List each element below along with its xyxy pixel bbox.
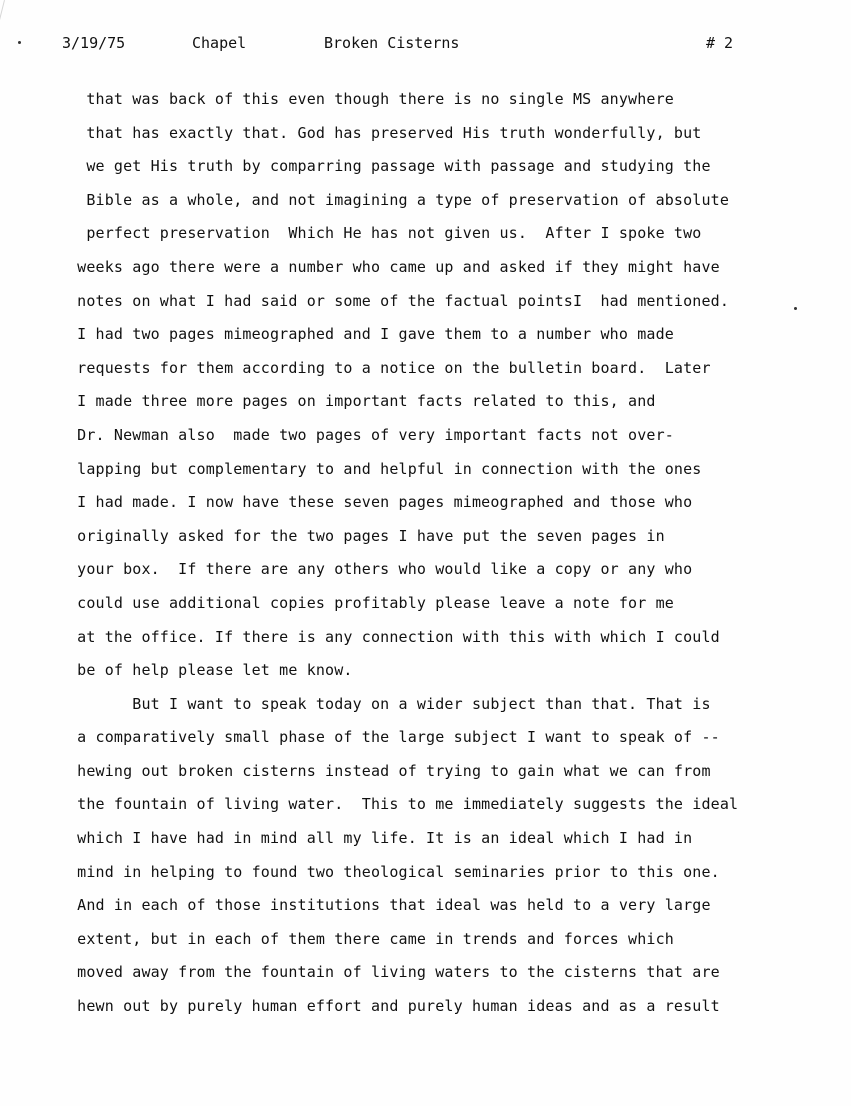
text-line: Dr. Newman also made two pages of very important facts not over-	[68, 425, 674, 444]
text-line: weeks ago there were a number who came up and asked if they might have	[68, 257, 720, 276]
text-line: I made three more pages on important facts related to this, and	[68, 392, 656, 411]
body-text	[68, 86, 803, 1027]
header-title: Broken Cisterns	[324, 34, 460, 52]
text-line: be of help please let me know.	[68, 661, 353, 680]
text-line: requests for them according to a notice on the bulletin board. Later	[68, 358, 711, 377]
header-date: 3/19/75	[62, 34, 126, 52]
text-line: we get His truth by comparring passage with passage and studying the	[68, 157, 711, 176]
header-venue: Chapel	[192, 34, 247, 52]
text-line: And in each of those institutions that ideal was held to a very large	[68, 896, 711, 915]
text-line: I had two pages mimeographed and I gave them to a number who made	[68, 325, 674, 344]
text-line: that was back of this even though there is no single MS anywhere	[68, 90, 674, 108]
text-line: notes on what I had said or some of the factual pointsI had mentioned.	[68, 291, 730, 310]
text-line: which I have had in mind all my life. It is an ideal which I had in	[68, 829, 693, 848]
text-line: But I want to speak today on a wider subject than that. That is	[68, 694, 711, 713]
text-line: your box. If there are any others who would like a copy or any who	[68, 560, 693, 579]
text-line: at the office. If there is any connection with this with which I could	[68, 627, 720, 646]
scan-dot	[18, 41, 21, 44]
text-line: extent, but in each of them there came in trends and forces which	[68, 929, 674, 948]
margin-scan-mark	[0, 0, 7, 59]
text-line: Bible as a whole, and not imagining a type of preservation of absolute	[68, 190, 730, 209]
text-line: hewing out broken cisterns instead of trying to gain what we can from	[68, 761, 711, 780]
text-line: a comparatively small phase of the large subject I want to speak of --	[68, 728, 720, 747]
text-line: I had made. I now have these seven pages mimeographed and those who	[68, 493, 693, 512]
text-line: that has exactly that. God has preserved His truth wonderfully, but	[68, 123, 702, 142]
text-line: the fountain of living water. This to me immediately suggests the ideal	[68, 795, 739, 814]
text-line: perfect preservation Which He has not given us. After I spoke two	[68, 224, 702, 243]
text-line: hewn out by purely human effort and purely human ideas and as a result	[68, 997, 720, 1016]
text-line: mind in helping to found two theological seminaries prior to this one.	[68, 862, 720, 881]
page-header	[62, 34, 762, 58]
text-line: could use additional copies profitably please leave a note for me	[68, 593, 674, 612]
text-line: moved away from the fountain of living waters to the cisterns that are	[68, 963, 720, 982]
header-page-number: # 2	[706, 34, 734, 52]
text-line: originally asked for the two pages I have put the seven pages in	[68, 526, 665, 545]
text-line: lapping but complementary to and helpful in connection with the ones	[68, 459, 702, 478]
